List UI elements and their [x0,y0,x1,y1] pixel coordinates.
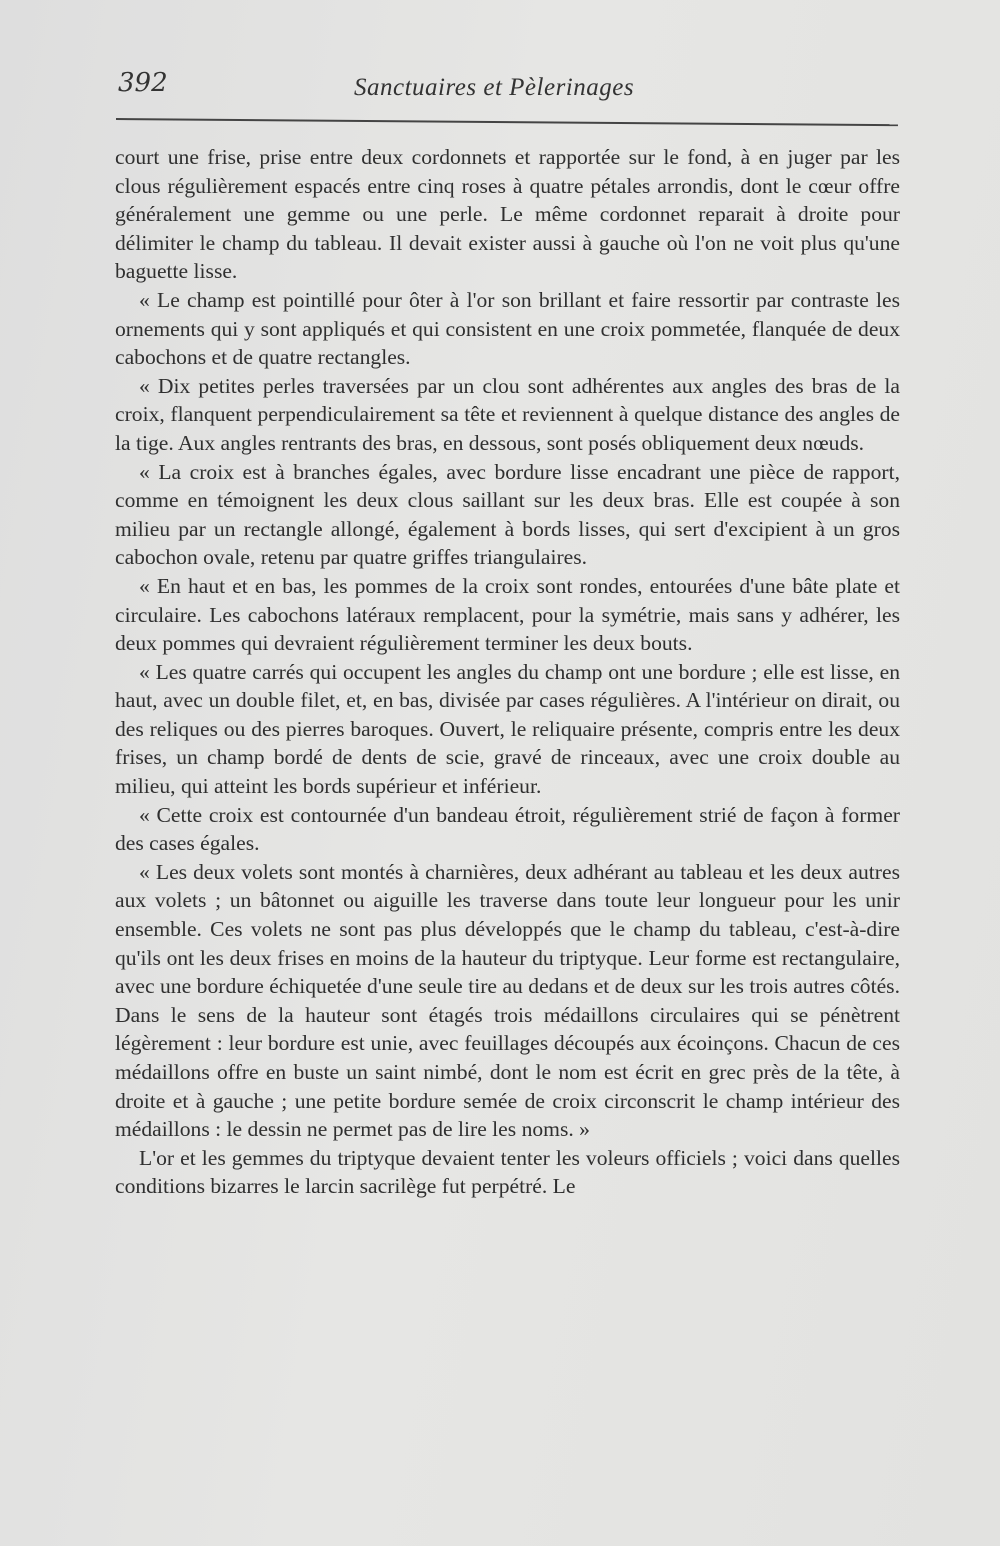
paragraph: « Dix petites perles traversées par un clou sont adhérentes aux angles des bras de la croix, flanquent perpendiculairement sa tête et reviennent à quelque distance des angles de la tige. Aux angles rentrants des bras, en dessous, sont posés obliquement deux nœuds. [115,373,900,455]
paragraph: « En haut et en bas, les pommes de la croix sont rondes, entourées d'une bâte plate et circulaire. Les cabochons latéraux remplacent, pour la symétrie, mais sans y adhérer, les deux pommes qui devraient régulièrement terminer les deux bouts. [115,573,900,656]
page-number: 392 [118,68,168,98]
paragraph: L'or et les gemmes du triptyque devaient tenter les voleurs officiels ; voici dans quelles conditions bizarres le larcin sacrilège fut perpétré. Le [115,1145,900,1199]
paragraph: « Le champ est pointillé pour ôter à l'or son brillant et faire ressortir par contraste les ornements qui y sont appliqués et qui consistent en une croix pommetée, flanquée de deux cabochons et de quatre rectangles. [115,287,900,370]
paragraph: « Cette croix est contournée d'un bandeau étroit, régulièrement strié de façon à former des cases égales. [115,802,900,856]
paragraph: « La croix est à branches égales, avec bordure lisse encadrant une pièce de rapport, comme en témoignent les deux clous saillant sur les deux bras. Elle est coupée à son milieu par un rectangle allongé, également à bords lisses, qui sert d'excipient à un gros cabochon ovale, retenu par quatre griffes triangulaires. [115,459,900,570]
page-header [118,62,898,112]
header-rule [116,118,898,126]
running-title: Sanctuaires et Pèlerinages [354,74,635,101]
paragraph: « Les quatre carrés qui occupent les angles du champ ont une bordure ; elle est lisse, en haut, avec un double filet, et, en bas, divisée par cases régulières. A l'intérieur on dirait, ou des reliques ou des pierres baroques. Ouvert, le reliquaire présente, compris entre les deux frises, un champ bordé de dents de scie, gravé de rinceaux, avec une croix double au milieu, qui atteint les bords supérieur et inférieur. [115,659,900,799]
paragraph: court une frise, prise entre deux cordonnets et rapportée sur le fond, à en juger par les clous régulièrement espacés entre cinq roses à quatre pétales arrondis, dont le cœur offre généralement une gemme ou une perle. Le même cordonnet reparait à droite pour délimiter le champ du tableau. Il devait exister aussi à gauche où l'on ne voit plus qu'une baguette lisse. [115,145,900,284]
body-text [115,143,900,1201]
paragraph: « Les deux volets sont montés à charnières, deux adhérant au tableau et les deux autres aux volets ; un bâtonnet ou aiguille les traverse dans toute leur longueur pour les unir ensemble. Ces volets ne sont pas plus développés que le champ du tableau, c'est-à-dire qu'ils ont les deux frises en moins de la hauteur du triptyque. Leur forme est rectangulaire, avec une bordure échiquetée d'une seule tire au dedans et de deux sur les trois autres côtés. Dans le sens de la hauteur sont étagés trois médaillons circulaires qui se pénètrent légèrement : leur bordure est unie, avec feuillages découpés aux écoinçons. Chacun de ces médaillons offre en buste un saint nimbé, dont le nom est écrit en grec près de la tête, à droite et à gauche ; une petite bordure semée de croix circonscrit le champ intérieur des médaillons : le dessin ne permet pas de lire les noms. » [115,859,900,1142]
